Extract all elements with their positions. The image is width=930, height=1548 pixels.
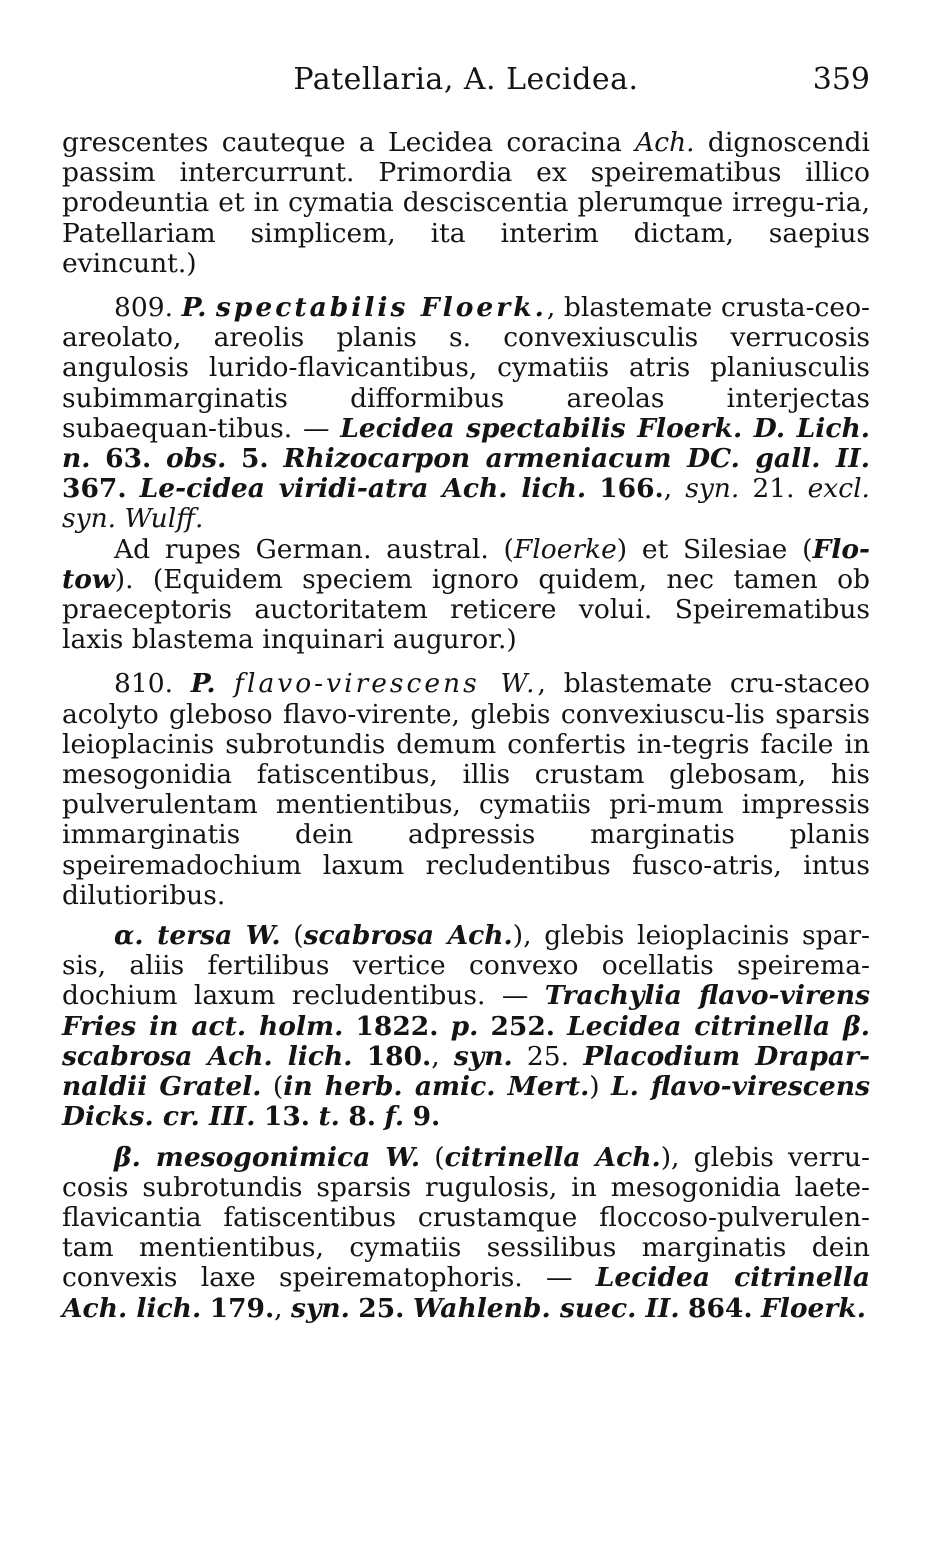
text-run: syn. — [291, 1292, 350, 1324]
text-run: obs. — [165, 443, 227, 475]
variety-alpha-tersa — [62, 921, 870, 1132]
text-run: f. — [384, 1101, 405, 1133]
text-run: 25. — [512, 1040, 584, 1072]
text-run: syn. — [685, 473, 740, 505]
text-run: , — [431, 1040, 454, 1072]
text-run: 810. — [114, 668, 191, 700]
text-run: α. tersa W. — [114, 920, 281, 952]
text-run — [201, 1293, 209, 1324]
text-run: excl. syn. Wulff. — [62, 473, 870, 535]
text-run — [91, 443, 106, 474]
text-run: 8. — [348, 1101, 377, 1133]
text-run: dignoscendi passim intercurrunt. Primordia ex speirematibus illico prodeuntia et in cymatia desciscentia plerumque irregu-ria, Patellariam simplicem, ita interim dictam, saepius evincunt.) — [62, 127, 870, 279]
text-run: 1822. — [355, 1010, 439, 1042]
entry-809-spectabilis — [62, 293, 870, 535]
text-run — [404, 1293, 412, 1324]
text-run: Floerke — [513, 533, 617, 565]
text-run: Le-cidea viridi-atra Ach. lich. — [139, 473, 587, 505]
text-run — [226, 443, 241, 474]
text-run: ( — [261, 1071, 284, 1103]
text-run: Floerk. — [760, 1292, 866, 1324]
text-run: , — [663, 473, 686, 505]
text-run: P. — [181, 292, 216, 324]
text-run — [438, 1011, 450, 1042]
text-run: 5. — [240, 443, 269, 475]
text-run — [269, 443, 284, 474]
body-text — [62, 128, 870, 1324]
text-run: ), glebis leioplacinis spar-sis, aliis fertilibus vertice convexo ocellatis speirema-dochium laxum recludentibus. — — [62, 920, 870, 1012]
text-run: 809. — [114, 292, 182, 324]
text-run: Rhizocarpon armeniacum DC. gall. II. — [283, 443, 870, 475]
page-header — [62, 62, 870, 102]
text-run: 25. — [358, 1292, 405, 1324]
text-run — [680, 1293, 688, 1324]
text-run: Lecidea spectabilis Floerk. D. Lich. n. — [62, 412, 870, 475]
text-run: grescentes cauteque a Lecidea coracina — [62, 127, 636, 158]
running-head: Patellaria, A. Lecidea. — [293, 62, 639, 97]
text-run: ), glebis verru-cosis subrotundis sparsis rugulosis, in mesogonidia laete-flavicantia fatiscentibus crustamque floccoso-pulverulen-tam mentientibus, cymatiis sessilibus marginatis dein convexis laxe speirematophoris. — — [62, 1141, 870, 1294]
text-run — [343, 1011, 355, 1042]
text-run: 21. — [739, 473, 808, 505]
text-run: spectabilis Floerk. — [215, 292, 547, 324]
text-run: Ach. — [635, 127, 695, 158]
text-run: Flo-tow — [62, 533, 870, 595]
text-run: 367. — [62, 473, 127, 505]
text-run: in herb. amic. Mert. — [283, 1071, 590, 1103]
text-run: Trachylia flavo-virens Fries in act. holm. — [62, 980, 870, 1042]
text-run — [255, 1101, 263, 1132]
text-run: 9. — [412, 1101, 441, 1133]
variety-beta-mesogonimica — [62, 1143, 870, 1324]
text-run: ) et Silesiae ( — [616, 533, 813, 565]
text-run: , — [274, 1292, 292, 1324]
text-run — [404, 1101, 412, 1132]
text-run: L. flavo-virescens Dicks. cr. III. — [62, 1071, 870, 1133]
text-run: , blastemate cru-staceo acolyto gleboso flavo-virente, glebis convexiuscu-lis sparsis leioplacinis subrotundis demum confertis in-tegris facile in mesogonidia fatiscentibus, illis crustam glebosam, his pulverulentam mentientibus, cymatiis pri-mum impressis immarginatis dein adpressis marginatis planis speiremadochium laxum recludentibus fusco-atris, intus dilutioribus. — [62, 668, 870, 911]
text-run: 864. — [688, 1292, 753, 1324]
text-run — [151, 443, 166, 474]
text-run: t. — [318, 1101, 340, 1133]
text-run — [478, 1011, 490, 1042]
text-run: Ad rupes German. austral. ( — [114, 533, 514, 565]
habitat-note — [62, 535, 870, 656]
text-run: 179. — [209, 1292, 275, 1324]
text-run — [555, 1011, 567, 1042]
text-run: Lecidea citrinella Ach. lich. — [62, 1262, 870, 1324]
text-run: scabrosa Ach. — [303, 920, 513, 952]
text-run: Placodium Drapar-naldii Gratel. — [62, 1040, 870, 1103]
text-run: ). (Equidem speciem ignoro quidem, nec tamen ob praeceptoris auctoritatem reticere volui. Speirematibus laxis blastema inquinari auguror.) — [62, 563, 870, 656]
text-run: 180. — [366, 1040, 432, 1072]
paragraph-continuation — [62, 128, 870, 279]
text-run: Lecidea citrinella β. scabrosa Ach. lich. — [62, 1010, 870, 1072]
text-run: P. — [190, 668, 235, 700]
text-run: p. — [450, 1010, 479, 1042]
text-run: 13. — [263, 1101, 310, 1133]
text-run: 166. — [599, 473, 664, 505]
text-run: ( — [420, 1141, 445, 1173]
text-run: Wahlenb. suec. II. — [412, 1292, 680, 1324]
text-run: 63. — [105, 443, 152, 475]
text-run: flavo-virescens W. — [234, 668, 538, 700]
text-run — [352, 1041, 366, 1072]
text-run: β. mesogonimica W. — [114, 1141, 421, 1173]
text-run — [127, 473, 140, 504]
text-run: ( — [280, 920, 304, 952]
text-run: syn. — [453, 1040, 513, 1072]
text-run: ) — [589, 1071, 612, 1103]
page-number: 359 — [812, 62, 870, 97]
text-run — [586, 473, 599, 504]
text-run: 252. — [490, 1010, 555, 1042]
text-run — [753, 1293, 761, 1324]
text-run: , blastemate crusta-ceo-areolato, areolis planis s. convexiusculis verrucosis angulosis lurido-flavicantibus, cymatiis atris planiusculis subimmarginatis difformibus areolas interjectas subaequan-tibus. — — [62, 292, 870, 444]
entry-810-flavo-virescens — [62, 669, 870, 911]
text-run: citrinella Ach. — [444, 1141, 661, 1173]
